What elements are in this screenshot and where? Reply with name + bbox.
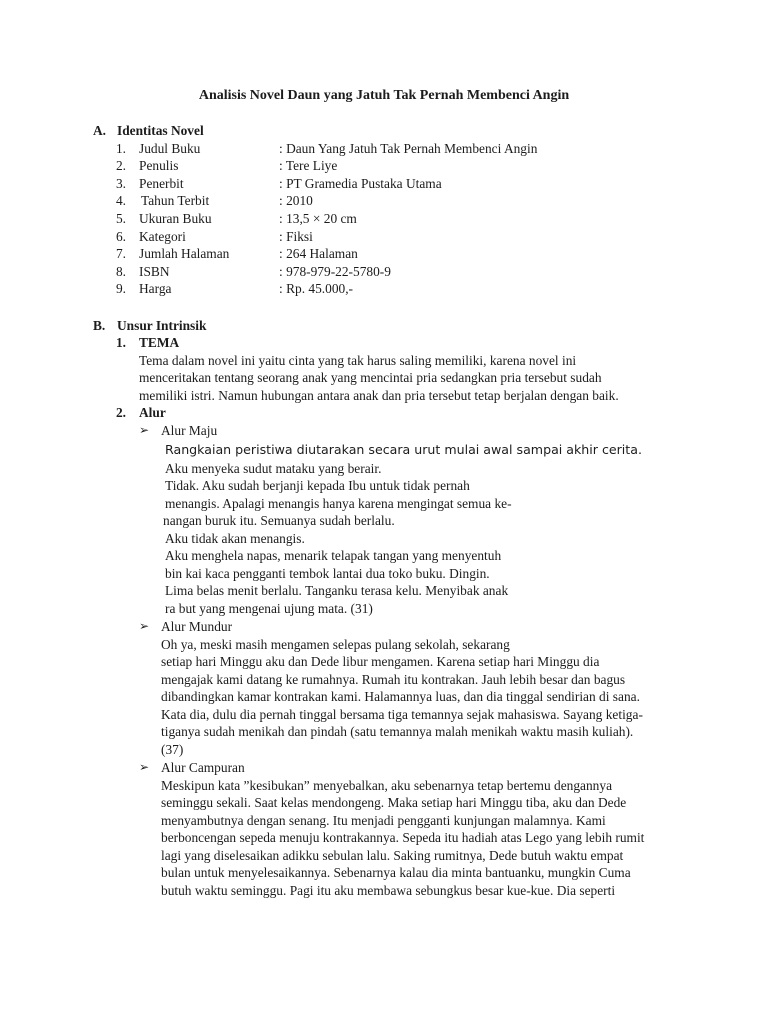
quote-line: Aku menghela napas, menarik telapak tangan yang menyentuh (165, 548, 502, 563)
alur-mundur-label: Alur Mundur (161, 619, 233, 634)
quote-line: Aku tidak akan menangis. (165, 531, 305, 546)
quote-line: Kata dia, dulu dia pernah tinggal bersama tiga temannya sejak mahasiswa. Sayang ketiga- (161, 707, 643, 722)
quote-line: seminggu sekali. Saat kelas mendongeng. Maka setiap hari Minggu tiba, aku dan Dede (161, 795, 627, 810)
quote-line: dibandingkan kamar kontrakan kami. Halamannya luas, dan dia tinggal sendirian di sana. (161, 689, 640, 704)
identity-label: Jumlah Halaman (139, 246, 230, 261)
quote-line: bulan untuk menyelesaikannya. Sebenarnya kalau dia minta bantuanku, mungkin Cuma (161, 865, 631, 880)
alur-heading: Alur (139, 405, 166, 420)
quote-line: ra but yang mengenai ujung mata. (31) (165, 601, 373, 616)
identity-label: ISBN (139, 264, 170, 279)
identity-value: : Rp. 45.000,- (279, 281, 354, 296)
identity-number: 9. (115, 281, 126, 296)
identity-number: 6. (115, 229, 126, 244)
identity-value: : 2010 (279, 193, 313, 208)
quote-line: butuh waktu seminggu. Pagi itu aku membawa sebungkus besar kue-kue. Dia seperti (161, 883, 616, 898)
quote-line: menangis. Apalagi menangis hanya karena mengingat semua ke- (165, 496, 512, 511)
identity-value: : 978-979-22-5780-9 (279, 264, 391, 279)
tema-number: 1. (115, 335, 126, 350)
quote-line: (37) (161, 742, 184, 757)
quote-line: lagi yang diselesaikan adikku sebulan lalu. Saking rumitnya, Dede butuh waktu empat (161, 848, 624, 863)
quote-line: mengajak kami datang ke rumahnya. Rumah itu kontrakan. Jauh lebih besar dan bagus (161, 672, 626, 687)
identity-value: : PT Gramedia Pustaka Utama (279, 176, 442, 191)
identity-value: : 13,5 × 20 cm (279, 211, 357, 226)
document-title: Analisis Novel Daun yang Jatuh Tak Pernah Membenci Angin (198, 88, 570, 103)
arrow-bullet-icon: ➢ (139, 619, 150, 633)
alur-campuran-label: Alur Campuran (161, 760, 245, 775)
section-b-heading: Unsur Intrinsik (117, 318, 207, 333)
alur-maju-description: Rangkaian peristiwa diutarakan secara urut mulai awal sampai akhir cerita. (165, 442, 642, 457)
quote-line: nangan buruk itu. Semuanya sudah berlalu. (163, 513, 395, 528)
section-a-heading: Identitas Novel (117, 123, 204, 138)
quote-line: setiap hari Minggu aku dan Dede libur mengamen. Karena setiap hari Minggu dia (161, 654, 600, 669)
tema-line: Tema dalam novel ini yaitu cinta yang tak harus saling memiliki, karena novel ini (139, 353, 577, 368)
identity-label: Penerbit (139, 176, 184, 191)
alur-number: 2. (115, 405, 126, 420)
section-a-letter: A. (93, 123, 107, 138)
identity-number: 3. (115, 176, 126, 191)
identity-value: : Daun Yang Jatuh Tak Pernah Membenci Angin (279, 141, 538, 156)
quote-line: Meskipun kata ”kesibukan” menyebalkan, aku sebenarnya tetap bertemu dengannya (161, 778, 613, 793)
quote-line: Oh ya, meski masih mengamen selepas pulang sekolah, sekarang (161, 637, 510, 652)
arrow-bullet-icon: ➢ (139, 760, 150, 774)
identity-label: Judul Buku (139, 141, 201, 156)
identity-label: Ukuran Buku (139, 211, 212, 226)
section-b-letter: B. (93, 318, 106, 333)
quote-line: Tidak. Aku sudah berjanji kepada Ibu untuk tidak pernah (165, 478, 470, 493)
alur-maju-label: Alur Maju (161, 423, 218, 438)
identity-value: : 264 Halaman (279, 246, 358, 261)
identity-number: 8. (115, 264, 126, 279)
tema-heading: TEMA (139, 335, 180, 350)
identity-number: 5. (115, 211, 126, 226)
identity-label: Harga (139, 281, 172, 296)
identity-number: 4. (115, 193, 126, 208)
identity-label: Kategori (139, 229, 186, 244)
tema-line: menceritakan tentang seorang anak yang mencintai pria sedangkan pria tersebut sudah (139, 370, 602, 385)
identity-label: Penulis (139, 158, 179, 173)
quote-line: Aku menyeka sudut mataku yang berair. (165, 461, 382, 476)
quote-line: berboncengan sepeda menuju kontrakannya. Sepeda itu hadiah atas Lego yang lebih rumit (161, 830, 645, 845)
arrow-bullet-icon: ➢ (139, 423, 150, 437)
identity-number: 7. (115, 246, 126, 261)
identity-number: 2. (115, 158, 126, 173)
quote-line: menyambutnya dengan senang. Itu menjadi pengganti kunjungan malamnya. Kami (161, 813, 606, 828)
quote-line: bin kai kaca pengganti tembok lantai dua toko buku. Dingin. (165, 566, 490, 581)
quote-line: Lima belas menit berlalu. Tanganku terasa kelu. Menyibak anak (165, 583, 509, 598)
identity-value: : Fiksi (279, 229, 313, 244)
identity-number: 1. (115, 141, 126, 156)
identity-label: Tahun Terbit (141, 193, 210, 208)
tema-line: memiliki istri. Namun hubungan antara anak dan pria tersebut tetap berjalan dengan baik. (139, 388, 619, 403)
quote-line: tiganya sudah menikah dan pindah (satu temannya malah menikah waktu masih kuliah). (161, 724, 634, 739)
identity-value: : Tere Liye (279, 158, 338, 173)
